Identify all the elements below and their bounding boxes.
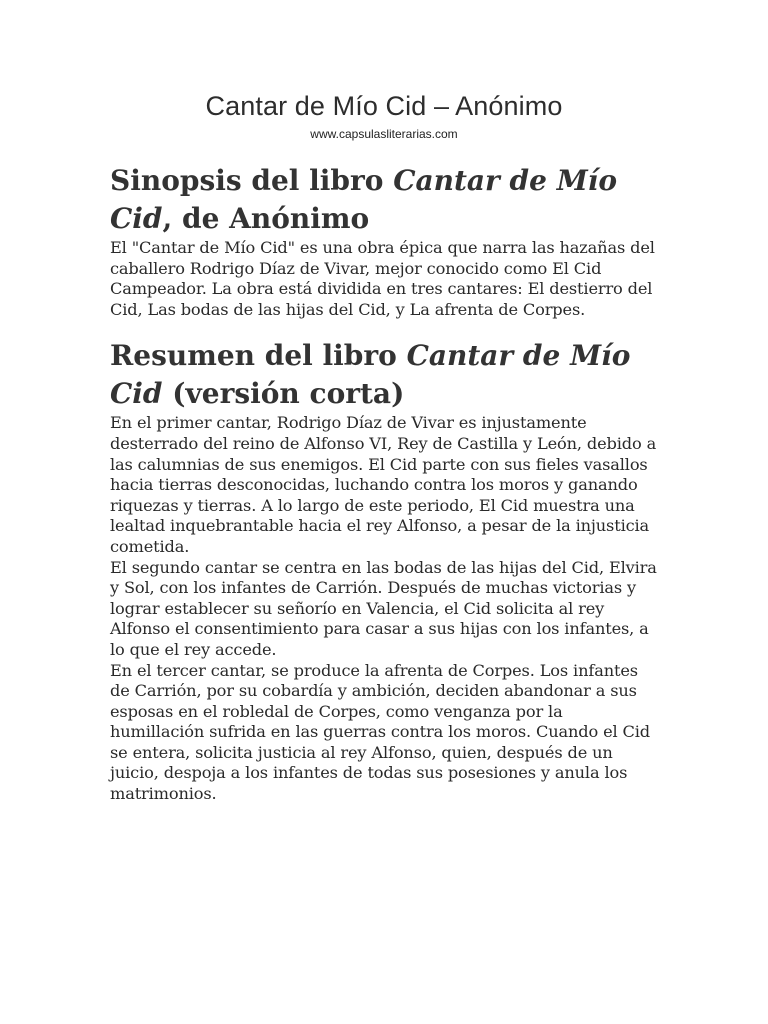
resumen-paragraph-2: El segundo cantar se centra en las bodas de las hijas del Cid, Elvira y Sol, con los infantes de Carrión. Después de muchas victorias y lograr establecer su señorío en Valencia, el Cid solicita al rey Alfonso el consentimiento para casar a sus hijas con los infantes, a lo que el rey accede.	[110, 557, 657, 659]
resumen-heading	[110, 337, 658, 413]
resumen-heading-book-title-1: Cantar de Mío	[406, 339, 631, 373]
source-url: www.capsulasliterarias.com	[310, 127, 458, 141]
resumen-heading-text: Resumen del libro	[110, 339, 407, 373]
sinopsis-heading-text: Sinopsis del libro	[110, 164, 394, 197]
sinopsis-heading-author: , de Anónimo	[162, 202, 370, 235]
document-header	[110, 0, 658, 142]
resumen-paragraph-3: En el tercer cantar, se produce la afrenta de Corpes. Los infantes de Carrión, por su cobardía y ambición, deciden abandonar a sus esposas en el robledal de Corpes, como venganza por la humillación sufrida en las guerras contra los moros. Cuando el Cid se entera, solicita justicia al rey Alfonso, quien, después de un juicio, despoja a los infantes de todas sus posesiones y anula los matrimonios.	[110, 660, 651, 804]
resumen-paragraph-1: En el primer cantar, Rodrigo Díaz de Vivar es injustamente desterrado del reino de Alfonso VI, Rey de Castilla y León, debido a las calumnias de sus enemigos. El Cid parte con sus fieles vasallos hacia tierras desconocidas, luchando contra los moros y ganando riquezas y tierras. A lo largo de este periodo, El Cid muestra una lealtad inquebrantable hacia el rey Alfonso, a pesar de la injusticia cometida.	[110, 413, 657, 556]
resumen-heading-version: (versión corta)	[162, 377, 405, 411]
sinopsis-paragraph: El "Cantar de Mío Cid" es una obra épica que narra las hazañas del caballero Rodrigo Díaz de Vivar, mejor conocido como El Cid Campeador. La obra está dividida en tres cantares: El destierro del Cid, Las bodas de las hijas del Cid, y La afrenta de Corpes.	[110, 238, 655, 319]
sinopsis-heading	[110, 162, 658, 238]
document-title: Cantar de Mío Cid – Anónimo	[205, 91, 563, 121]
resumen-heading-book-title-2: Cid	[110, 377, 163, 411]
sinopsis-heading-book-title: Cantar de Mío Cid	[110, 164, 617, 235]
